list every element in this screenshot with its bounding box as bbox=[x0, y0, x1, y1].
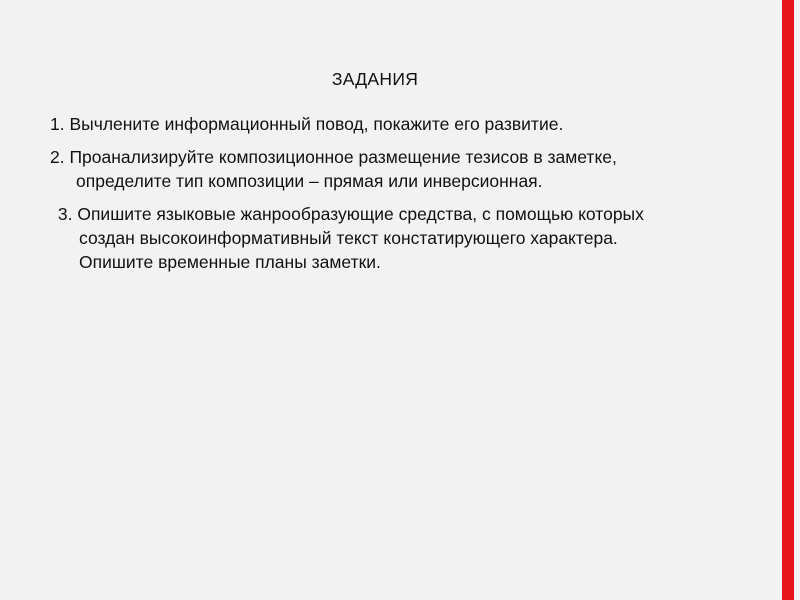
task-item: 2. Проанализируйте композиционное размещение тезисов в заметке, определите тип композиции – прямая или инверсионная. bbox=[50, 147, 617, 191]
accent-bar bbox=[782, 0, 794, 600]
task-item: 1. Вычлените информационный повод, покажите его развитие. bbox=[50, 114, 564, 134]
task-list bbox=[50, 112, 670, 283]
task-item: 3. Опишите языковые жанрообразующие средства, с помощью которых создан высокоинформативный текст констатирующего характера. Опишите временные планы заметки. bbox=[53, 204, 649, 272]
slide-title: ЗАДАНИЯ bbox=[331, 69, 419, 89]
